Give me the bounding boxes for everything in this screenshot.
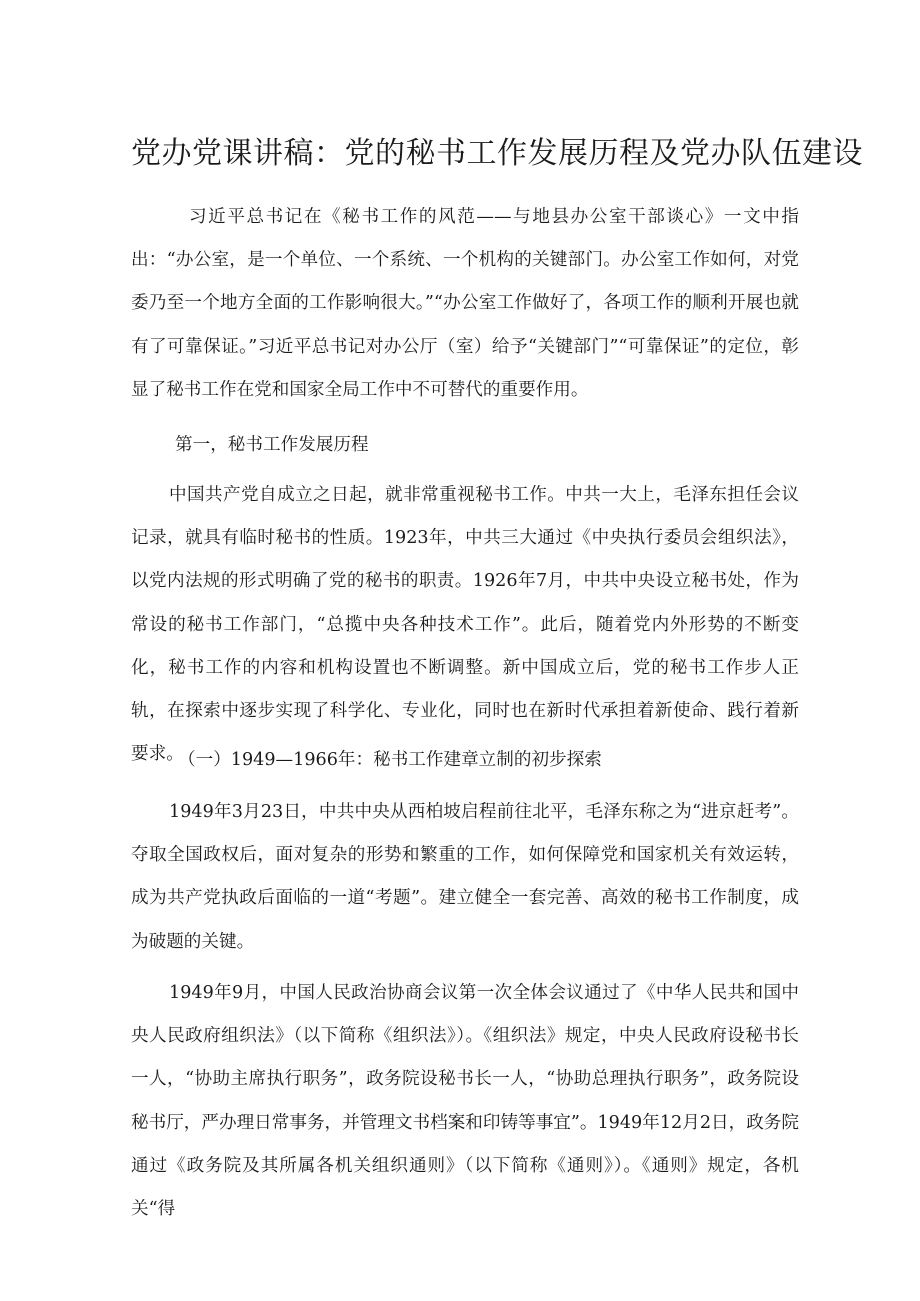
section-heading-1: 第一，秘书工作发展历程 bbox=[175, 435, 369, 455]
paragraph-history: 中国共产党自成立之日起，就非常重视秘书工作。中共一大上，毛泽东担任会议记录，就具有临时秘书的性质。1923年，中共三大通过《中央执行委员会组织法》，以党内法规的形式明确了党的秘书的职责。1926年7月，中共中央设立秘书处，作为常设的秘书工作部门，“总揽中央各种技术工作”。此后，随着党内外形势的不断变化，秘书工作的内容和机构设置也不断调整。新中国成立后，党的秘书工作步人正轨，在探索中逐步实现了科学化、专业化，同时也在新时代承担着新使命、践行着新要求。 bbox=[131, 485, 799, 765]
paragraph-1949-september: 1949年9月，中国人民政治协商会议第一次全体会议通过了《中华人民共和国中央人民政府组织法》（以下简称《组织法》）。《组织法》规定，中央人民政府设秘书长一人，“协助主席执行职务”，政务院设秘书长一人，“协助总理执行职务”，政务院设秘书厅，严办理日常事务，并管理文书档案和印铸等事宜”。1949年12月2日，政务院通过《政务院及其所属各机关组织通则》（以下简称《通则》）。《通则》规定，各机关“得 bbox=[131, 983, 799, 1220]
subsection-heading-1: （一）1949—1966年：秘书工作建章立制的初步探索 bbox=[178, 750, 602, 770]
document-title: 党办党课讲稿：党的秘书工作发展历程及党办队伍建设 bbox=[131, 136, 863, 171]
paragraph-intro: 习近平总书记在《秘书工作的风范——与地县办公室干部谈心》一文中指出：“办公室，是一个单位、一个系统、一个机构的关键部门。办公室工作如何，对党委乃至一个地方全面的工作影响很大。”“办公室工作做好了，各项工作的顺利开展也就有了可靠保证。”习近平总书记对办公厅（室）给予“关键部门”“可靠保证”的定位，彰显了秘书工作在党和国家全局工作中不可替代的重要作用。 bbox=[131, 207, 799, 400]
paragraph-1949-march: 1949年3月23日，中共中央从西柏坡启程前往北平，毛泽东称之为“进京赶考”。夺取全国政权后，面对复杂的形势和繁重的工作，如何保障党和国家机关有效运转，成为共产党执政后面临的一道“考题”。建立健全一套完善、高效的秘书工作制度，成为破题的关键。 bbox=[131, 802, 799, 952]
